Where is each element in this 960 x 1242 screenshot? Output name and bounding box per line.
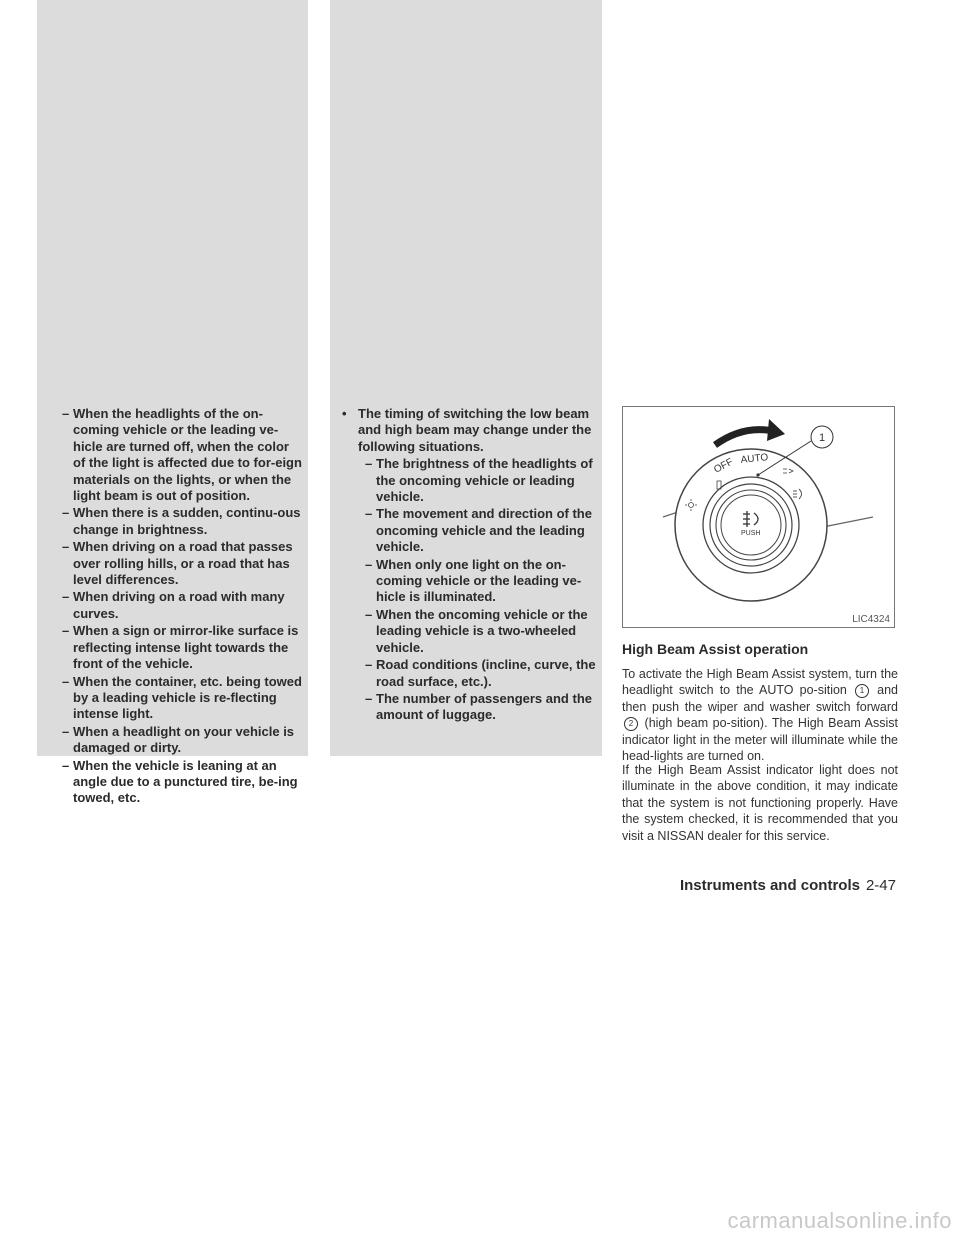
- paragraph-warning: If the High Beam Assist indicator light does not illuminate in the above condition, it may indicate that the system is not functioning properly. Have the system checked, it is recommended that you visit a NISSAN dealer for this service.: [622, 763, 898, 843]
- condition-item: – When there is a sudden, continu-ous change in brightness.: [62, 505, 301, 537]
- condition-item: – Road conditions (incline, curve, the road surface, etc.).: [365, 657, 596, 689]
- condition-item: – When the container, etc. being towed by a leading vehicle is re-flecting intense light.: [62, 673, 302, 722]
- label-off: OFF: [712, 456, 736, 476]
- condition-item: – The number of passengers and the amount of luggage.: [365, 690, 592, 723]
- label-push: PUSH: [741, 530, 761, 537]
- condition-item: – The brightness of the headlights of the oncoming vehicle or leading vehicle.: [365, 456, 593, 505]
- condition-item: – When a headlight on your vehicle is damaged or dirty.: [62, 723, 295, 756]
- condition-item: – When driving on a road that passes over rolling hills, or a road that has level differences.: [62, 539, 293, 588]
- headlight-switch-illustration: [623, 407, 894, 627]
- label-auto: AUTO: [740, 452, 769, 466]
- rotation-arrow-icon: [715, 430, 773, 445]
- condition-item: – When only one light on the on-coming vehicle or the leading ve-hicle is illuminated.: [365, 556, 582, 605]
- caution-column-1: [37, 0, 308, 806]
- condition-item: – When the headlights of the on-coming vehicle or the leading ve-hicle are turned off, when the color of the light is affected due to for-eign materials on the lights, or when the light beam is out of position.: [62, 406, 302, 504]
- section-heading: High Beam Assist operation: [622, 641, 809, 657]
- footer-section: Instruments and controls: [679, 877, 860, 894]
- page-footer: [680, 877, 896, 894]
- condition-item: – The movement and direction of the oncoming vehicle and the leading vehicle.: [365, 506, 592, 555]
- marker-2-icon: 2: [624, 717, 638, 731]
- caution-column-2: [330, 0, 602, 756]
- condition-item: – When the vehicle is leaning at an angle due to a punctured tire, be-ing towed, etc.: [62, 757, 298, 806]
- condition-item: – When a sign or mirror-like surface is reflecting intense light towards the front of the vehicle.: [62, 623, 299, 672]
- condition-item: – When driving on a road with many curves.: [62, 589, 285, 621]
- callout-number: 1: [818, 432, 826, 444]
- timing-bullet: • The timing of switching the low beam and high beam may change under the following situations.: [342, 406, 592, 454]
- paragraph-activation: To activate the High Beam Assist system, turn the headlight switch to the AUTO po-sition 1 and then push the wiper and washer switch forward 2 (high beam po-sition). The High Beam Assist indicator light in the meter will illuminate while the head-lights are turned on.: [622, 667, 898, 764]
- watermark: carmanualsonline.info: [727, 1208, 952, 1233]
- marker-1-icon: 1: [855, 684, 869, 698]
- headlight-switch-figure: [622, 406, 895, 628]
- page-number: 2-47: [865, 877, 896, 894]
- figure-code: LIC4324: [852, 614, 890, 625]
- condition-item: – When the oncoming vehicle or the leading vehicle is a two-wheeled vehicle.: [365, 606, 588, 655]
